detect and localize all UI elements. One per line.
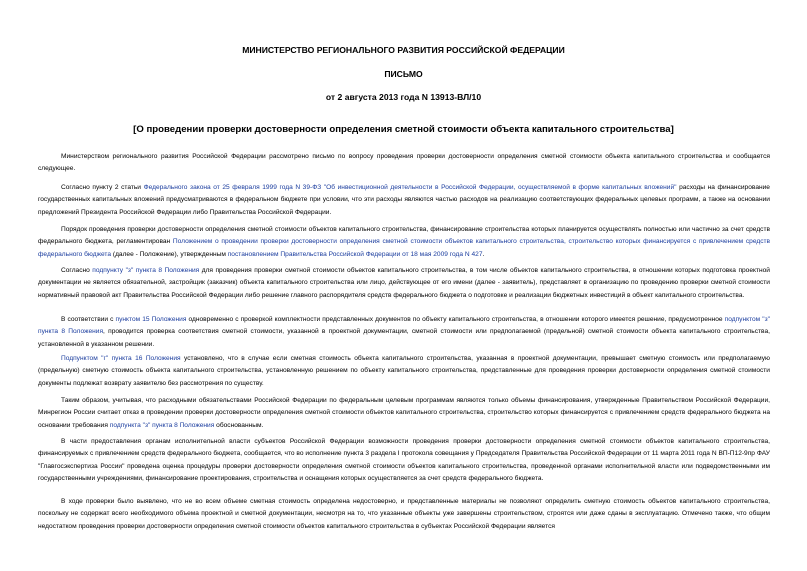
paragraph-text: . [482, 250, 485, 258]
subclause-g-clause-16-link[interactable]: Подпунктом "г" пункта 16 Положения [61, 355, 181, 362]
document-date-number: от 2 августа 2013 года N 13913-ВЛ/10 [325, 92, 482, 102]
paragraph-text: установлено, что в случае если сметная стоимость объекта капитального строительства, указанная в проектной документации, превышает сметную стоимость или предполагаемую (предельную) сметную стоимость объекта капитального строительства, установленную решением по объекту капитального строительства, представленные для проведения проверки достоверности определения сметной стоимости документы подлежат возврату заявителю без рассмотрения по существу. [38, 355, 770, 387]
paragraph-federal-law [38, 182, 770, 219]
paragraph-text: одновременно с проверкой комплектности представленных документов по объекту капитального строительства, в отношении которого имеется решение, предусмотренное [186, 316, 725, 323]
paragraph-conclusion [38, 395, 770, 432]
paragraph-text: , проводится проверка соответствия сметной стоимости, указанной в проектной документации, сметной стоимости или предполагаемой (предельной) сметной стоимости объекта капитального строительства, установленной в указанном решении. [38, 328, 770, 348]
paragraph-text: Согласно [61, 267, 93, 274]
ministry-title: МИНИСТЕРСТВО РЕГИОНАЛЬНОГО РАЗВИТИЯ РОССИЙСКОЙ ФЕДЕРАЦИИ [242, 45, 565, 55]
government-resolution-427-link[interactable]: постановлением Правительства Российской Федерации от 18 мая 2009 года N 427 [227, 250, 483, 258]
federal-law-39fz-link[interactable]: Федерального закона от 25 февраля 1999 года N 39-ФЗ "Об инвестиционной деятельности в Российской Федерации, осуществляемой в форме капитальных вложений" [143, 184, 677, 191]
document-type: ПИСЬМО [384, 69, 423, 79]
subclause-z-clause-8-link[interactable]: подпунктом "з" пункта 8 Положения [38, 316, 770, 336]
paragraph-subclause-z [38, 265, 770, 302]
clause-15-link[interactable]: пунктом 15 Положения [115, 316, 187, 323]
paragraph-subclause-g [38, 353, 770, 390]
subclause-z-clause-8-link[interactable]: подпункта "з" пункта 8 Положения [109, 421, 215, 429]
paragraph-text: Согласно пункту 2 статьи [61, 184, 144, 191]
document-subject: [О проведении проверки достоверности определения сметной стоимости объекта капитального строительства] [133, 124, 674, 135]
paragraph-text: для проведения проверки сметной стоимости объектов капитального строительства, в том числе объектов капитального строительства, в отношении которых подготовка проектной документации не является обязательной, застройщик (заказчик) объекта капитального строительства или лицо, действующее от его имени (далее - заявитель), представляет в организацию по проведению проверки сметной стоимости нормативный правовой акт Правительства Российской Федерации либо решение главного распорядителя средств федерального бюджета о подготовке и реализации бюджетных инвестиций в объект капитального строительства. [38, 267, 770, 299]
paragraph-procedure [38, 224, 770, 261]
paragraph-intro: Министерством регионального развития Российской Федерации рассмотрено письмо по вопросу проведения проверки достоверности определения сметной стоимости объекта капитального строительства и сообщается следующее. [38, 153, 770, 173]
paragraph-text: обоснованным. [214, 421, 264, 429]
paragraph-findings: В ходе проверки было выявлено, что не во всем объеме сметная стоимость определена недостоверно, и представленные материалы не позволяют определить сметную стоимость объектов капитального строительства, поскольку не содержат всего необходимого объема проектной и сметной документации, несмотря на то, что указанные объекты уже завершены строительством, строятся или даже сданы в эксплуатацию. Отмечено также, что общим недостатком проведения проверки достоверности определения сметной стоимости объектов капитального строительства в субъектах Российской Федерации является [38, 498, 770, 530]
subclause-z-clause-8-link[interactable]: подпункту "з" пункта 8 Положения [92, 267, 200, 274]
paragraph-text: В соответствии с [61, 316, 116, 323]
paragraph-text: Таким образом, учитывая, что расходными обязательствами Российской Федерации по федеральным целевым программам являются только объемы финансирования, утвержденные Правительством Российской Федерации, Минрегион России считает отказ в проведении проверки достоверности определения сметной стоимости объектов капитального строительства, строительство которых финансируется с привлечением средств федерального бюджета на основании требования [38, 397, 770, 429]
paragraph-text: Порядок проведения проверки достоверности определения сметной стоимости объектов капитального строительства, финансирование строительства которых планируется осуществлять полностью или частично за счет средств федерального бюджета, регламентирован [38, 226, 770, 246]
paragraph-text: расходы на финансирование государственных капитальных вложений предусматриваются в федеральном бюджете при условии, что эти расходы являются частью расходов на реализацию соответствующих федеральных целевых программ, а также на основании предложений Президента Российской Федерации либо Правительства Российской Федерации. [38, 184, 770, 216]
paragraph-regional-authorities: В части предоставления органам исполнительной власти субъектов Российской Федерации возможности проведения проверки достоверности определения сметной стоимости объектов капитального строительства, финансируемых с привлечением средств федерального бюджета, сообщается, что во исполнение пункта 3 раздела I протокола совещания у Председателя Правительства Российской Федерации от 11 марта 2011 года N ВП-П12-9пр ФАУ "Главгосэкспертиза России" проведена оценка процедуры проверки достоверности определения сметной стоимости объектов капитального строительства, проведенной органами исполнительной власти или подведомственными им государственными учреждениями, финансирование проектирования, строительства и оснащения которых осуществляется за счет средств федерального бюджета. [38, 438, 770, 482]
regulation-link[interactable]: Положением о проведении проверки достоверности определения сметной стоимости объектов капитального строительства, строительство которых финансируется с привлечением средств федерального бюджета [38, 238, 771, 258]
paragraph-clause-15 [38, 314, 770, 351]
paragraph-text: (далее - Положение), утвержденным [111, 250, 228, 258]
